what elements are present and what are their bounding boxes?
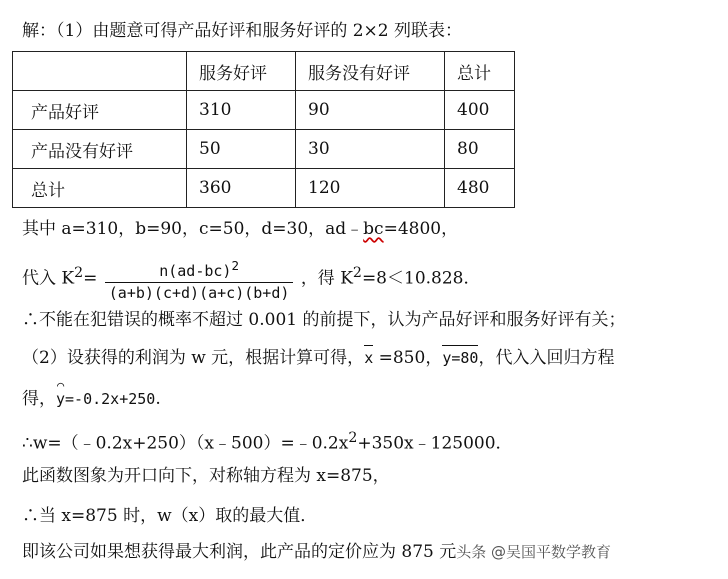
formula-prefix: 代入 K: [22, 268, 75, 289]
table-cell: 480: [445, 169, 515, 208]
profit-sup: 2: [348, 430, 358, 446]
final-line: [22, 541, 611, 563]
table-row: [13, 91, 515, 130]
maximum-text: ∴当 x=875 时，w（x）取的最大值．: [22, 506, 318, 526]
conclusion-text: ∴不能在犯错误的概率不超过 0.001 的前提下，认为产品好评和服务好评有关；: [22, 310, 626, 330]
regression-end: .: [155, 389, 161, 409]
table-cell: 90: [296, 91, 445, 130]
watermark: 头条 @吴国平数学教育: [456, 543, 612, 561]
formula-suffix: ，得 K: [300, 268, 353, 289]
final-text: 即该公司如果想获得最大利润，此产品的定价应为 875 元: [22, 542, 457, 562]
fraction-numerator: $n(ad-bc)^2$: [159, 257, 239, 280]
table-header-row: [13, 52, 515, 91]
x-mean: x: [364, 349, 374, 367]
table-row: [13, 130, 515, 169]
part2-text: （2）设获得的利润为 w 元，根据计算可得，: [22, 348, 365, 368]
table-cell: 310: [187, 91, 296, 130]
regression-line: [22, 388, 161, 410]
profit-line: [22, 427, 513, 455]
table-cell: 50: [187, 130, 296, 169]
y-mean: y=80: [442, 349, 479, 367]
axis-text: 此函数图象为开口向下，对称轴方程为 x=875，: [22, 466, 390, 486]
formula-result: =8＜10.828．: [361, 268, 481, 289]
table-row-label: 产品没有好评: [13, 130, 187, 169]
table-header-cell: 服务没有好评: [296, 52, 445, 91]
formula-eq: =: [83, 268, 98, 289]
profit-text: ∴w=（﹣0.2x+250）（x﹣500）=﹣0.2x: [22, 433, 349, 454]
intro-text: 解：（1）由题意可得产品好评和服务好评的 2×2 列联表：: [22, 21, 462, 41]
table-header-cell: 总计: [445, 52, 515, 91]
y-hat: ⌒ y: [56, 388, 65, 410]
table-row-label: 产品好评: [13, 91, 187, 130]
table-row-label: 总计: [13, 169, 187, 208]
suffix-sup: 2: [352, 265, 362, 281]
part2-line: [22, 347, 614, 369]
values-line: [22, 218, 458, 240]
fraction-denominator: (a+b)(c+d)(a+c)(b+d): [105, 282, 294, 304]
table-row: [13, 169, 515, 208]
formula-line: [22, 250, 480, 304]
formula-sup: 2: [74, 265, 84, 281]
k-squared-fraction: [105, 255, 294, 304]
table-cell: 30: [296, 130, 445, 169]
part2-tail: ，代入入回归方程: [478, 348, 615, 368]
bc-term: bc: [363, 219, 384, 239]
x-mean-value: =850，: [373, 348, 443, 368]
contingency-table: [12, 51, 515, 208]
profit-text-end: +350x﹣125000．: [357, 433, 513, 454]
numerator-sup: 2: [231, 257, 239, 273]
values-text: 其中 a=310，b=90，c=50，d=30，ad﹣: [22, 219, 364, 239]
table-cell: 400: [445, 91, 515, 130]
table-cell: 120: [296, 169, 445, 208]
table-cell: 360: [187, 169, 296, 208]
table-header-cell: 服务好评: [187, 52, 296, 91]
table-cell: [13, 52, 187, 91]
values-result: =4800，: [383, 219, 459, 239]
regression-equation: =-0.2x+250: [65, 390, 156, 408]
regression-prefix: 得，: [22, 389, 56, 409]
table-cell: 80: [445, 130, 515, 169]
